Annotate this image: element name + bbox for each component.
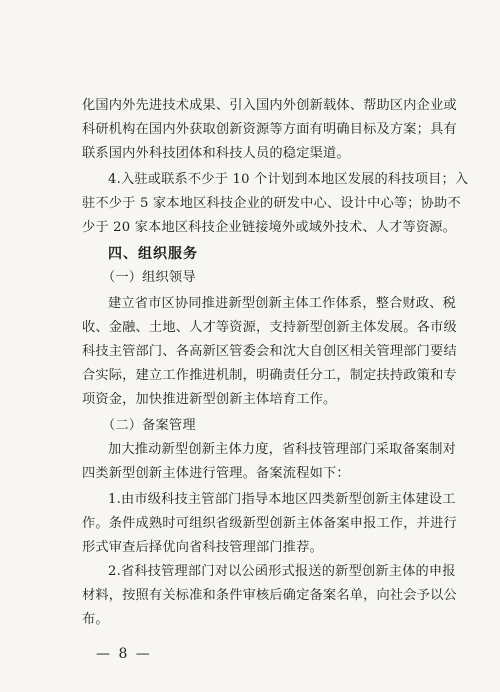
body-line: 形式审查后择优向省科技管理部门推荐。 xyxy=(82,540,323,555)
body-line: 科研机构在国内外获取创新资源等方面有明确目标及方案；具有 xyxy=(82,122,457,137)
body-line: 四类新型创新主体进行管理。备案流程如下： xyxy=(82,466,350,481)
body-line: 项资金，加快推进新型创新主体培育工作。 xyxy=(82,392,337,407)
body-line: 布。 xyxy=(82,612,109,627)
body-line: 加大推动新型创新主体力度，省科技管理部门采取备案制对 xyxy=(108,442,457,457)
body-line: 合实际，建立工作推进机制，明确责任分工，制定扶持政策和专 xyxy=(82,368,457,383)
body-line: 建立省市区协同推进新型创新主体工作体系，整合财政、税 xyxy=(108,296,457,311)
body-line: 4.入驻或联系不少于 10 个计划到本地区发展的科技项目；入 xyxy=(108,172,469,187)
subsection-heading: （二）备案管理 xyxy=(102,418,196,433)
body-line: 联系国内外科技团体和科技人员的稳定渠道。 xyxy=(82,146,350,161)
body-line: 2.省科技管理部门对以公函形式报送的新型创新主体的申报 xyxy=(108,564,456,579)
body-line: 驻不少于 5 家本地区科技企业的研发中心、设计中心等；协助不 xyxy=(82,196,461,211)
body-line: 作。条件成熟时可组织省级新型创新主体备案申报工作，并进行 xyxy=(82,516,457,531)
body-line: 化国内外先进技术成果、引入国内外创新载体、帮助区内企业或 xyxy=(82,98,457,113)
body-line: 收、金融、土地、人才等资源，支持新型创新主体发展。各市级 xyxy=(82,320,457,335)
subsection-heading: （一）组织领导 xyxy=(102,270,196,285)
page-number: — 8 — xyxy=(96,646,152,662)
body-line: 材料，按照有关标准和条件审核后确定备案名单，向社会予以公 xyxy=(82,588,457,603)
body-line: 科技主管部门、各高新区管委会和沈大自创区相关管理部门要结 xyxy=(82,344,457,359)
body-line: 1.由市级科技主管部门指导本地区四类新型创新主体建设工 xyxy=(108,492,456,507)
section-heading: 四、组织服务 xyxy=(108,246,198,262)
body-line: 少于 20 家本地区科技企业链接境外或域外技术、人才等资源。 xyxy=(82,220,457,235)
